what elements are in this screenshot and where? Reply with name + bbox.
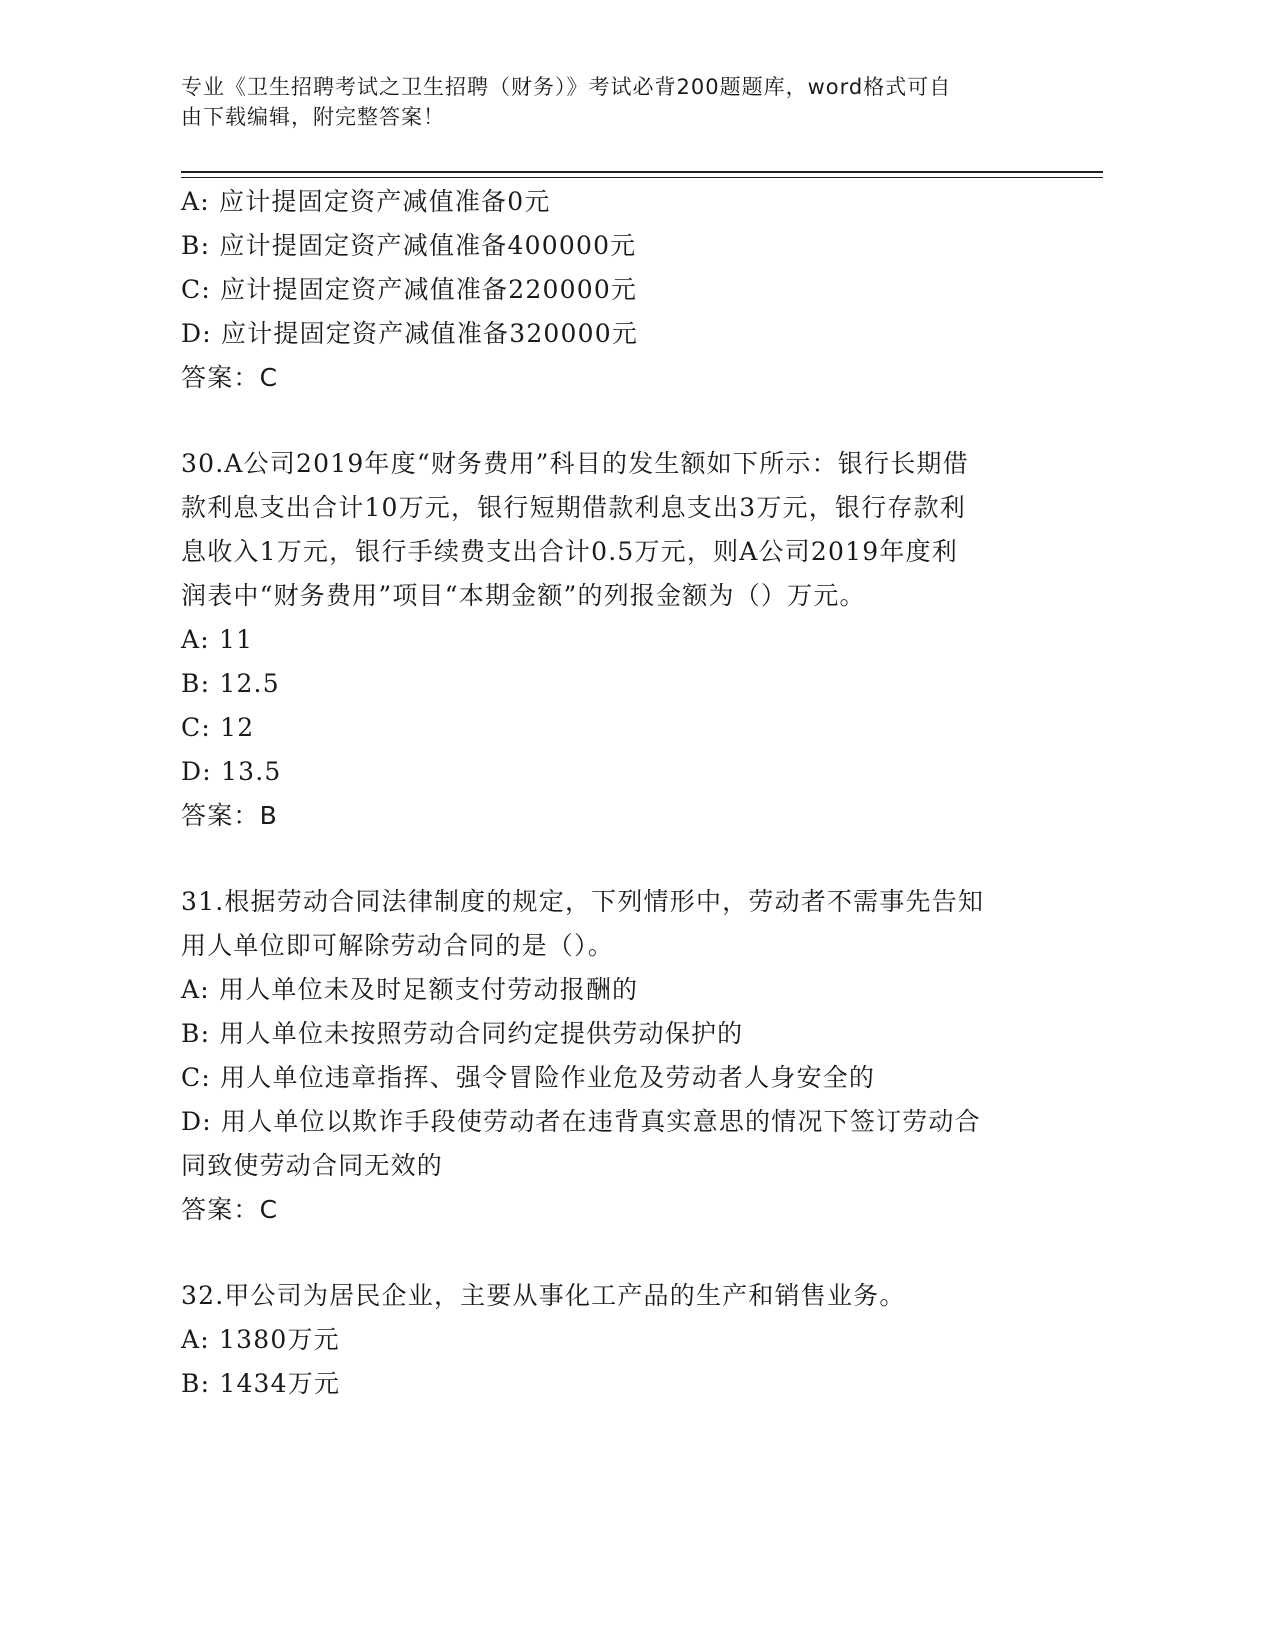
answer: 答案：B [181, 801, 278, 830]
question-gap [181, 838, 1051, 880]
question-gap [181, 400, 1051, 442]
question-31 [181, 880, 1051, 1232]
option-a: A: 应计提固定资产减值准备0元 [181, 187, 551, 216]
option-b: B: 12.5 [181, 669, 280, 698]
option-d: D: 13.5 [181, 757, 282, 786]
header-line-1: 专业《卫生招聘考试之卫生招聘（财务）》考试必背200题题库，word格式可自 [181, 75, 952, 99]
option-c: C: 应计提固定资产减值准备220000元 [181, 275, 638, 304]
option-d: D: 应计提固定资产减值准备320000元 [181, 319, 639, 348]
question-29 [181, 180, 1051, 400]
option-c: C: 12 [181, 713, 255, 742]
option-b: B: 应计提固定资产减值准备400000元 [181, 231, 637, 260]
question-stem-line: 30.A公司2019年度“财务费用”科目的发生额如下所示：银行长期借 [181, 449, 969, 478]
question-gap [181, 1232, 1051, 1274]
option-d-continued: 同致使劳动合同无效的 [181, 1151, 444, 1180]
option-d: D: 用人单位以欺诈手段使劳动者在违背真实意思的情况下签订劳动合 [181, 1107, 981, 1136]
document-header [181, 72, 1041, 132]
option-b: B: 1434万元 [181, 1369, 341, 1398]
option-a: A: 用人单位未及时足额支付劳动报酬的 [181, 975, 639, 1004]
question-stem-line: 款利息支出合计10万元，银行短期借款利息支出3万元，银行存款利 [181, 493, 966, 522]
option-b: B: 用人单位未按照劳动合同约定提供劳动保护的 [181, 1019, 744, 1048]
question-stem-line: 息收入1万元，银行手续费支出合计0.5万元，则A公司2019年度利 [181, 537, 958, 566]
answer: 答案：C [181, 1195, 279, 1224]
header-rule-thick [181, 171, 1103, 173]
option-c: C: 用人单位违章指挥、强令冒险作业危及劳动者人身安全的 [181, 1063, 876, 1092]
answer: 答案：C [181, 363, 279, 392]
header-rule-thin [181, 177, 1103, 178]
question-stem-line: 32.甲公司为居民企业，主要从事化工产品的生产和销售业务。 [181, 1281, 906, 1310]
header-line-2: 由下载编辑，附完整答案！ [181, 105, 445, 129]
option-a: A: 11 [181, 625, 254, 654]
question-32 [181, 1274, 1051, 1406]
option-a: A: 1380万元 [181, 1325, 340, 1354]
question-stem-line: 用人单位即可解除劳动合同的是（）。 [181, 931, 614, 960]
question-stem-line: 润表中“财务费用”项目“本期金额”的列报金额为（）万元。 [181, 581, 866, 610]
question-content [181, 180, 1051, 1406]
question-30 [181, 442, 1051, 838]
question-stem-line: 31.根据劳动合同法律制度的规定，下列情形中，劳动者不需事先告知 [181, 887, 985, 916]
